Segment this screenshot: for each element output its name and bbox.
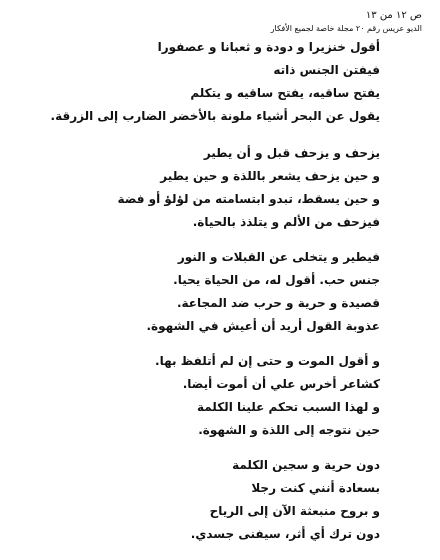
poem-line: جنس حب. أقول له، من الحياة يحيا.: [173, 273, 380, 287]
page-number: ص ١٢ من ١٣: [365, 10, 422, 21]
poem-line: يزحف و يزحف قبل و أن يطير: [203, 146, 380, 160]
poem-line: و لهذا السبب تحكم علينا الكلمة: [196, 400, 380, 414]
poem-line: أقول خنزيرا و دودة و ثعبانا و عصفورا: [157, 40, 380, 54]
poem-line: دون ترك أي أثر، سيفنى جسدي.: [190, 527, 380, 541]
running-title: الديو عريس رقم ٢٠ مجلة خاصة لجميع الأفكار: [270, 24, 422, 33]
stanza-5: [20, 454, 380, 546]
poem-line: كشاعر أخرس علي أن أموت أيضا.: [182, 377, 380, 391]
poem-line: فيزحف من الألم و يتلذذ بالحياة.: [192, 215, 380, 229]
poem-line: دون حرية و سجين الكلمة: [232, 458, 380, 472]
poem-line: و أقول الموت و حتى إن لم أتلفظ بها.: [155, 354, 380, 368]
poem-line: و بروح منبعثة الآن إلى الرياح: [209, 504, 380, 518]
poem-line: عذوبة القول أريد أن أعيش في الشهوة.: [146, 319, 380, 333]
poem-line: و حين يسقط، تبدو ابتسامته من لؤلؤ أو فضة: [117, 192, 380, 206]
stanza-2: [20, 142, 380, 234]
poem-line: فيطير و يتخلى عن القبلات و النور: [177, 250, 380, 264]
stanza-3: [20, 246, 380, 338]
poem-line: حين نتوجه إلى اللذة و الشهوة.: [198, 423, 380, 437]
poem-line: فيفتن الجنس ذاته: [273, 63, 380, 77]
stanza-4: [20, 350, 380, 442]
poem-line: و حين يزحف يشعر باللذة و حين يطير: [160, 169, 380, 183]
poem-line: بسعادة أنني كنت رجلا: [251, 481, 380, 495]
poem-line: يقول عن البحر أشياء ملونة بالأخضر الضارب إلى الزرقة.: [50, 109, 380, 123]
poem-line: يفتح ساقيه، يفتح ساقيه و يتكلم: [190, 86, 380, 100]
stanza-1: [20, 36, 380, 128]
poem-line: قصيدة و حرية و حرب ضد المجاعة.: [176, 296, 380, 310]
